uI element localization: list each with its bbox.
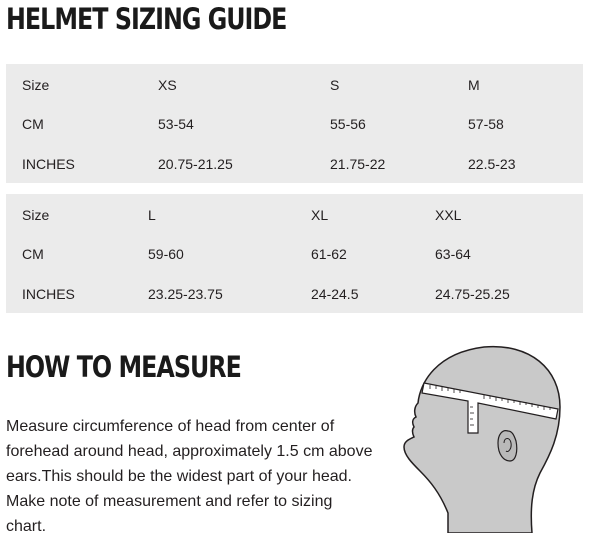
how-to-measure-title: HOW TO MEASURE	[6, 350, 241, 384]
size-xs: XS	[158, 77, 177, 93]
inches-s: 21.75-22	[330, 156, 386, 172]
sizing-guide-title: HELMET SIZING GUIDE	[6, 2, 287, 36]
inches-xs: 20.75-21.25	[158, 156, 233, 172]
size-m: M	[468, 77, 480, 93]
table-header-label: Size	[22, 207, 50, 223]
cm-s: 55-56	[330, 116, 366, 132]
cm-l: 59-60	[148, 246, 184, 262]
size-table-2	[6, 194, 583, 313]
row-label-cm: CM	[22, 116, 44, 132]
size-table-1	[6, 64, 583, 183]
row-label-inches: INCHES	[22, 156, 75, 172]
inches-m: 22.5-23	[468, 156, 516, 172]
inches-xxl: 24.75-25.25	[435, 286, 510, 302]
row-label-inches: INCHES	[22, 286, 75, 302]
cm-xs: 53-54	[158, 116, 194, 132]
size-xxl: XXL	[435, 207, 462, 223]
inches-xl: 24-24.5	[311, 286, 359, 302]
size-s: S	[330, 77, 340, 93]
cm-m: 57-58	[468, 116, 504, 132]
size-xl: XL	[311, 207, 329, 223]
table-header-label: Size	[22, 77, 50, 93]
cm-xxl: 63-64	[435, 246, 471, 262]
size-l: L	[148, 207, 156, 223]
inches-l: 23.25-23.75	[148, 286, 223, 302]
head-measuring-tape-icon	[400, 343, 570, 533]
row-label-cm: CM	[22, 246, 44, 262]
measure-instructions: Measure circumference of head from center of forehead around head, approximately 1.5 cm above ears.This should be the widest part of your head. Make note of measurement and refer to sizing chart.	[6, 418, 373, 535]
cm-xl: 61-62	[311, 246, 347, 262]
